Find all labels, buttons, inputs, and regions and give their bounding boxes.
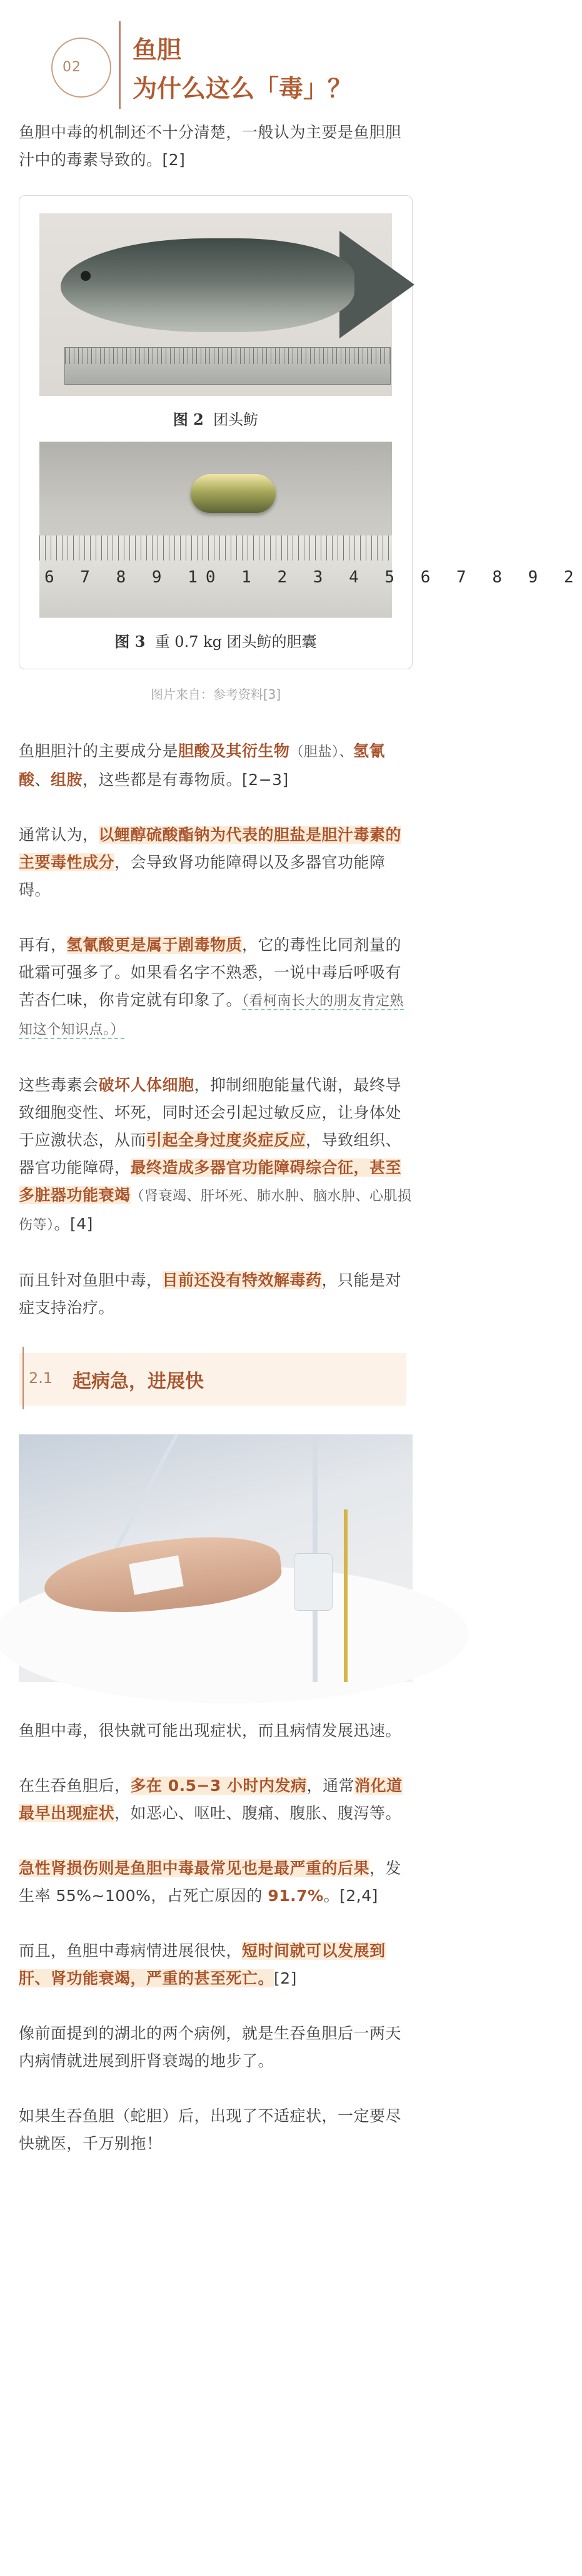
- figure-3-text: 重 0.7 kg 团头鲂的胆囊: [154, 633, 317, 651]
- paragraph-bile-components: 鱼胆胆汁的主要成分是胆酸及其衍生物（胆盐）、氢氰酸、组胺，这些都是有毒物质。[2−3]: [19, 742, 386, 789]
- figure-2-caption: [39, 407, 392, 429]
- subsection-number: 2.1: [29, 1369, 53, 1387]
- conan-note: （看柯南长大的朋友肯定熟知这个知识点。）: [19, 993, 404, 1038]
- paragraph-cyanide: 再有，氢氰酸更是属于剧毒物质，它的毒性比同剂量的砒霜可强多了。如果看名字不熟悉，一说中毒后呼吸有苦杏仁味，你肯定就有印象了。（看柯南长大的朋友肯定熟知这个知识点。）: [19, 936, 404, 1038]
- section-title: [133, 31, 352, 109]
- section-title-line1: 鱼胆: [133, 36, 182, 64]
- section-header: [19, 0, 413, 119]
- paragraph-advice: 如果生吞鱼胆（蛇胆）后，出现了不适症状，一定要尽快就医，千万别拖！: [19, 2107, 402, 2153]
- subsection-header: [19, 1347, 413, 1409]
- gallbladder-photo: [39, 442, 582, 618]
- paragraph-onset: 鱼胆中毒，很快就可能出现症状，而且病情发展迅速。: [19, 1722, 402, 1740]
- paragraph-cases: 像前面提到的湖北的两个病例，就是生吞鱼胆后一两天内病情就进展到肝肾衰竭的地步了。: [19, 2024, 402, 2070]
- paragraph-progression: 而且，鱼胆中毒病情进展很快，短时间就可以发展到肝、肾功能衰竭，严重的甚至死亡。[2]: [19, 1942, 386, 1987]
- paragraph-timing: 在生吞鱼胆后，多在 0.5−3 小时内发病，通常消化道最早出现症状，如恶心、呕吐、腹痛、腹胀、腹泻等。: [19, 1777, 403, 1822]
- fish-photo: [39, 213, 392, 396]
- image-source: 图片来自：参考资料[3]: [150, 687, 281, 702]
- figure-3-caption: [39, 629, 392, 651]
- ruler: [64, 347, 391, 385]
- paragraph-bile-salt: 通常认为，以鲤醇硫酸酯钠为代表的胆盐是胆汁毒素的主要毒性成分，会导致肾功能障碍以及多器官功能障碍。: [19, 826, 402, 899]
- paragraph-no-antidote: 而且针对鱼胆中毒，目前还没有特效解毒药，只能是对症支持治疗。: [19, 1271, 402, 1317]
- paragraph-kidney: 急性肾损伤则是鱼胆中毒最常见也是最严重的后果，发生率 55%~100%，占死亡原因的 91.7%。[2,4]: [19, 1859, 402, 1905]
- ruler-closeup: [39, 535, 582, 617]
- section-number-circle: [51, 38, 111, 98]
- figure-box: [19, 195, 582, 669]
- figure-3-label: 图 3: [114, 632, 146, 651]
- section-number: 02: [63, 59, 81, 75]
- paragraph-toxicity: 这些毒素会破坏人体细胞，抑制细胞能量代谢，最终导致细胞变性、坏死，同时还会引起过敏反应，让身体处于应激状态，从而引起全身过度炎症反应，导致组织、器官功能障碍，最终造成多器官功能障碍综合征，甚至多脏器功能衰竭（肾衰竭、肝坏死、肺水肿、脑水肿、心肌损伤等）。[4]: [19, 1076, 412, 1233]
- section-title-line2: 为什么这么「毒」？: [133, 75, 353, 103]
- gallbladder: [191, 474, 276, 513]
- figure-2-text: 团头鲂: [213, 411, 259, 428]
- hospital-patient-photo: [19, 1434, 413, 1682]
- figure-2-label: 图 2: [173, 410, 204, 428]
- fish-eye: [81, 271, 91, 281]
- fish-body: [61, 238, 354, 332]
- section-divider: [119, 21, 121, 109]
- paragraph-mechanism: 鱼胆中毒的机制还不十分清楚，一般认为主要是鱼胆胆汁中的毒素导致的。[2]: [19, 123, 402, 169]
- subsection-title: 起病急，进展快: [73, 1371, 204, 1392]
- subsection-divider: [23, 1347, 24, 1409]
- ruler-numbers: 6 7 8 9 10 1 2 3 4 5 6 7 8 9 2: [44, 568, 582, 587]
